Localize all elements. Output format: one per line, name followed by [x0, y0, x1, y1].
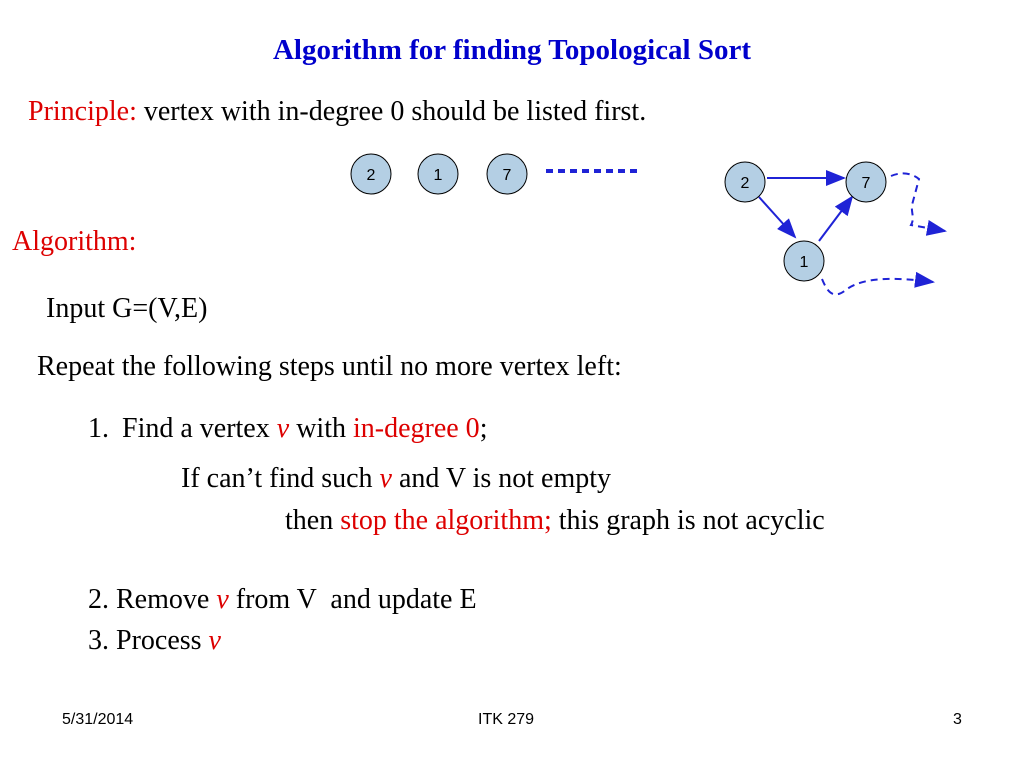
graph-diagram — [715, 155, 960, 310]
condition-1-text-b: and V is not empty — [398, 463, 612, 494]
repeat-line: Repeat the following steps until no more vertex left: — [37, 351, 622, 382]
condition-1-var-v: v — [379, 463, 392, 494]
step-2-text-a: 2. Remove — [88, 584, 210, 615]
step-2-text-b: from V and update E — [235, 584, 477, 615]
condition-2-not-acyclic: this graph is not acyclic — [558, 505, 825, 536]
order-node-1 — [418, 154, 458, 194]
graph-node-1 — [784, 241, 824, 281]
footer-date: 5/31/2014 — [62, 711, 134, 728]
algorithm-label: Algorithm: — [12, 226, 137, 257]
topological-order-row — [340, 148, 660, 198]
condition-line-1 — [181, 463, 611, 495]
dashed-edge-from-1 — [822, 279, 933, 295]
step-2-var-v: v — [216, 584, 229, 615]
step-1-number: 1. — [88, 413, 109, 444]
graph-node-7 — [846, 162, 886, 202]
principle-line — [28, 96, 646, 128]
footer-course: ITK 279 — [478, 711, 535, 728]
step-1-text-b: with — [296, 413, 346, 444]
step-3-var-v: v — [208, 625, 221, 656]
principle-text: vertex with in-degree 0 should be listed first. — [143, 96, 647, 127]
condition-1-text-a: If can’t find such — [181, 463, 373, 494]
condition-line-2 — [285, 505, 825, 537]
principle-label: Principle: — [28, 96, 137, 127]
graph-node-2 — [725, 162, 765, 202]
step-1-var-v: v — [276, 413, 290, 444]
edge-1-to-7 — [819, 197, 852, 241]
step-1-semicolon: ; — [479, 413, 488, 444]
condition-2-then: then — [285, 505, 334, 536]
footer-page-number: 3 — [953, 711, 962, 728]
dashed-edge-from-7 — [891, 173, 945, 231]
svg-text:2: 2 — [366, 167, 376, 184]
order-node-7 — [487, 154, 527, 194]
svg-text:7: 7 — [502, 167, 512, 184]
step-2 — [88, 584, 477, 616]
condition-2-stop: stop the algorithm; — [340, 505, 552, 536]
order-node-2 — [351, 154, 391, 194]
step-1 — [88, 413, 487, 445]
step-1-text-a: Find a vertex — [122, 413, 270, 444]
step-1-in-degree: in-degree 0 — [352, 413, 480, 444]
edge-2-to-1 — [759, 197, 795, 237]
step-3-text-a: 3. Process — [88, 625, 202, 656]
slide-title: Algorithm for finding Topological Sort — [272, 34, 752, 66]
step-3 — [88, 625, 221, 657]
input-line: Input G=(V,E) — [46, 293, 208, 324]
svg-text:2: 2 — [740, 175, 750, 192]
svg-text:1: 1 — [799, 254, 809, 271]
svg-text:1: 1 — [433, 167, 443, 184]
svg-text:7: 7 — [861, 175, 871, 192]
